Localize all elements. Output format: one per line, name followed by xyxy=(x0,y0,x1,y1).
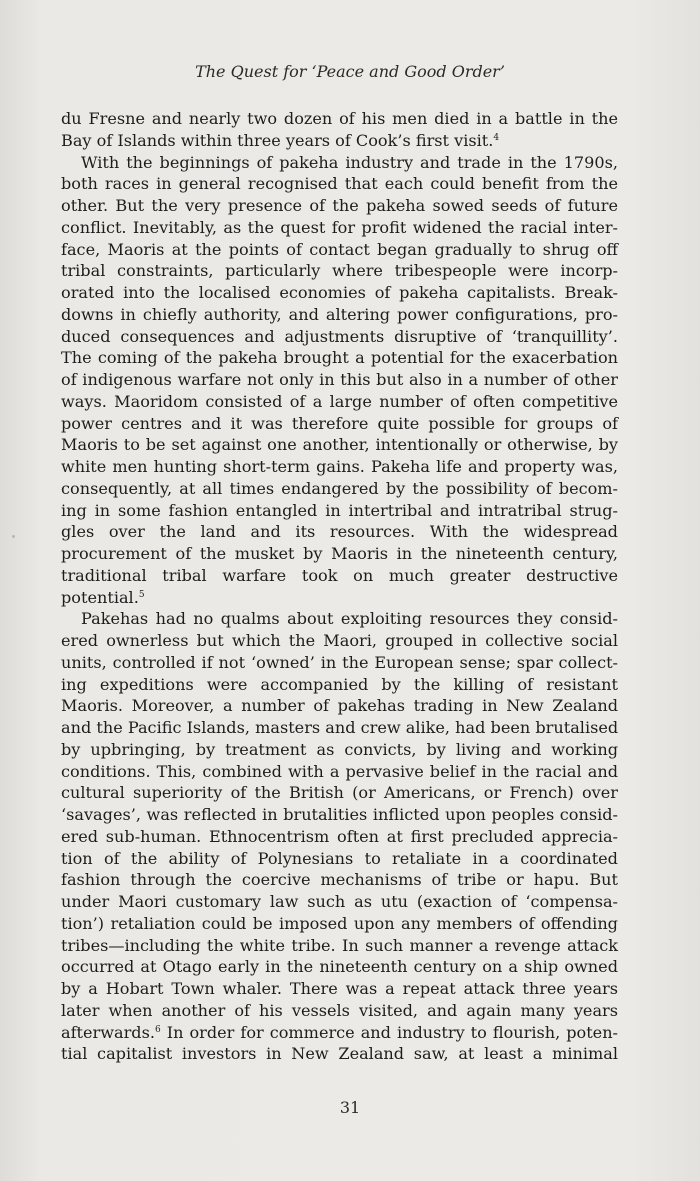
text-line-content: du Fresne and nearly two dozen of his men died in a battle in the xyxy=(61,109,618,128)
text-line-content: The coming of the pakeha brought a potential for the exacerbation xyxy=(61,348,618,368)
text-line-content: Maoris to be set against one another, intentionally or otherwise, by xyxy=(61,435,618,455)
text-line-content: ing expeditions were accompanied by the killing of resistant xyxy=(61,674,618,694)
text-line-content: tion of the ability of Polynesians to retaliate in a coordinated xyxy=(61,848,618,868)
text-line xyxy=(61,282,618,304)
text-line-content: tion’) retaliation could be imposed upon any members of offending xyxy=(61,913,618,933)
footnote-marker: 4 xyxy=(493,132,500,143)
text-line-content: under Maori customary law such as utu (exaction of ‘compensa- xyxy=(61,892,618,911)
text-line-content: Bay of Islands within three years of Cook’s first visit. xyxy=(61,130,494,150)
text-line xyxy=(61,782,618,804)
text-line xyxy=(61,869,618,891)
text-line xyxy=(61,1022,618,1044)
text-line xyxy=(61,239,618,261)
text-line xyxy=(61,108,618,130)
text-line xyxy=(61,369,618,391)
text-line xyxy=(61,521,618,543)
text-line-content: gles over the land and its resources. With the widespread xyxy=(61,522,618,542)
text-line xyxy=(61,935,618,957)
text-line xyxy=(61,217,618,239)
text-line xyxy=(61,804,618,826)
text-line-content: ‘savages’, was reflected in brutalities inflicted upon peoples consid- xyxy=(61,805,618,824)
text-line xyxy=(61,956,618,978)
text-line xyxy=(61,1043,618,1065)
text-line-content: tribal constraints, particularly where tribespeople were incorp- xyxy=(61,261,618,281)
text-line-content: power centres and it was therefore quite possible for groups of xyxy=(61,413,618,433)
text-line xyxy=(61,304,618,326)
text-line-continuation: In order for commerce and industry to flourish, poten- xyxy=(160,1022,618,1042)
text-line xyxy=(61,391,618,413)
text-line-content: conditions. This, combined with a pervasive belief in the racial and xyxy=(61,761,618,781)
text-line-content: consequently, at all times endangered by the possibility of becom- xyxy=(61,478,618,498)
text-line-content: ered ownerless but which the Maori, grouped in collective social xyxy=(61,631,618,650)
body-text xyxy=(61,108,618,1065)
text-line-content: of indigenous warfare not only in this but also in a number of other xyxy=(61,370,618,389)
text-line-content: by a Hobart Town whaler. There was a repeat attack three years xyxy=(61,979,618,998)
text-line-content: other. But the very presence of the pakeha sowed seeds of future xyxy=(61,196,618,215)
text-line xyxy=(61,543,618,565)
text-line-content: units, controlled if not ‘owned’ in the European sense; spar collect- xyxy=(61,652,618,672)
text-line xyxy=(61,130,618,152)
page-number: 31 xyxy=(339,1098,361,1117)
text-line-content: With the beginnings of pakeha industry and trade in the 1790s, xyxy=(81,152,618,172)
footnote-marker: 6 xyxy=(154,1024,161,1035)
text-line-content: occurred at Otago early in the nineteenth century on a ship owned xyxy=(61,957,618,977)
text-line xyxy=(61,152,618,174)
paper-speck xyxy=(12,535,15,538)
text-line xyxy=(61,456,618,478)
text-line xyxy=(61,478,618,500)
text-line-content: and the Pacific Islands, masters and crew alike, had been brutalised xyxy=(61,718,619,737)
text-line-content: ered sub-human. Ethnocentrism often at first precluded apprecia- xyxy=(61,826,618,846)
text-line-content: Pakehas had no qualms about exploiting resources they consid- xyxy=(81,609,618,629)
text-line-content: ways. Maoridom consisted of a large number of often competitive xyxy=(61,391,618,411)
text-line-content: ing in some fashion entangled in intertribal and intratribal strug- xyxy=(61,500,618,520)
text-line-content: procurement of the musket by Maoris in the nineteenth century, xyxy=(61,544,618,563)
text-line xyxy=(61,347,618,369)
text-line xyxy=(61,848,618,870)
text-line xyxy=(61,173,618,195)
text-line-content: face, Maoris at the points of contact began gradually to shrug off xyxy=(61,239,618,259)
text-line-content: tial capitalist investors in New Zealand saw, at least a minimal xyxy=(61,1044,618,1064)
text-line xyxy=(61,1000,618,1022)
text-line-content: orated into the localised economies of pakeha capitalists. Break- xyxy=(61,283,618,302)
text-line-content: later when another of his vessels visited, and again many years xyxy=(61,1000,618,1020)
text-line-content: duced consequences and adjustments disruptive of ‘tranquillity’. xyxy=(61,326,618,346)
running-head: The Quest for ‘Peace and Good Order’ xyxy=(195,62,505,81)
text-line-content: traditional tribal warfare took on much greater destructive xyxy=(61,565,618,585)
text-line-content: afterwards. xyxy=(61,1022,155,1042)
text-line xyxy=(61,587,618,609)
text-line xyxy=(61,608,618,630)
text-line xyxy=(61,978,618,1000)
text-line xyxy=(61,260,618,282)
text-line-content: downs in chiefly authority, and altering power configurations, pro- xyxy=(61,304,618,324)
text-line xyxy=(61,913,618,935)
text-line xyxy=(61,695,618,717)
text-line xyxy=(61,674,618,696)
text-line-content: tribes—including the white tribe. In such manner a revenge attack xyxy=(61,935,618,955)
text-line-content: cultural superiority of the British (or Americans, or French) over xyxy=(61,783,618,803)
text-line xyxy=(61,739,618,761)
text-line-content: fashion through the coercive mechanisms of tribe or hapu. But xyxy=(61,870,618,890)
text-line xyxy=(61,761,618,783)
text-line xyxy=(61,717,618,739)
text-line xyxy=(61,500,618,522)
text-line xyxy=(61,326,618,348)
text-line xyxy=(61,891,618,913)
text-line-content: conflict. Inevitably, as the quest for profit widened the racial inter- xyxy=(61,217,618,237)
text-line-content: white men hunting short-term gains. Pakeha life and property was, xyxy=(61,457,618,476)
text-line xyxy=(61,826,618,848)
text-line xyxy=(61,630,618,652)
text-line xyxy=(61,652,618,674)
text-line xyxy=(61,434,618,456)
text-line xyxy=(61,565,618,587)
text-line-content: potential. xyxy=(61,587,139,607)
text-line-content: both races in general recognised that each could benefit from the xyxy=(61,174,618,194)
text-line xyxy=(61,413,618,435)
footnote-marker: 5 xyxy=(138,589,145,600)
text-line-content: Maoris. Moreover, a number of pakehas trading in New Zealand xyxy=(61,696,618,716)
text-line-content: by upbringing, by treatment as convicts, by living and working xyxy=(61,739,618,759)
text-line xyxy=(61,195,618,217)
